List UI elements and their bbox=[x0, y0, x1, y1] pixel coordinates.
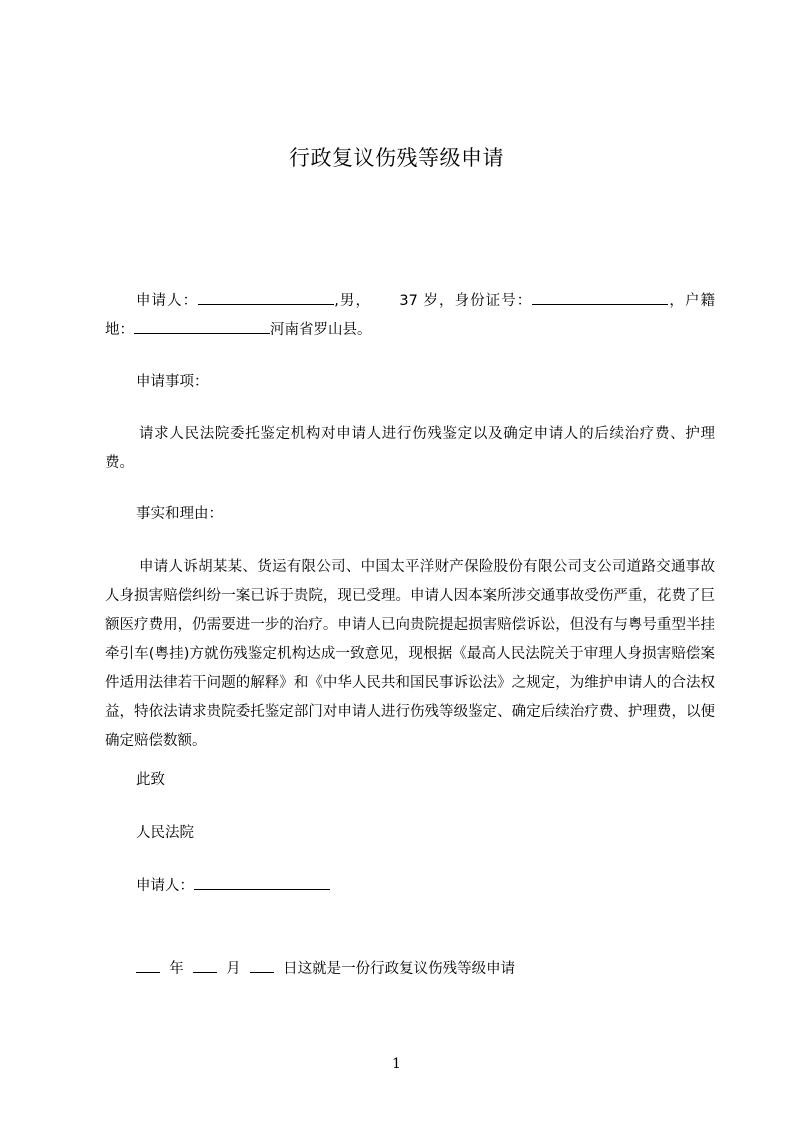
page-number: 1 bbox=[392, 1056, 401, 1072]
facts-text: 申请人诉胡某某、货运有限公司、中国太平洋财产保险股份有限公司支公司道路交通事故人身损害赔偿纠纷一案已诉于贵院，现已受理。申请人因本案所涉交通事故受伤严重，花费了巨额医疗费用，仍需要进一步的治疗。申请人已向贵院提起损害赔偿诉讼，但没有与粤号重型半挂牵引车(粤挂)方就伤残鉴定机构达成一致意见，现根据《最高人民法院关于审理人身损害赔偿案件适用法律若干问题的解释》和《中华人民共和国民事诉讼法》之规定，为维护申请人的合法权益，特依法请求贵院委托鉴定部门对申请人进行伤残等级鉴定、确定后续治疗费、护理费，以便确定赔偿数额。 bbox=[105, 559, 715, 749]
month-blank bbox=[193, 956, 217, 973]
salutation: 此致 bbox=[136, 772, 165, 788]
document-title: 行政复议伤残等级申请 bbox=[289, 146, 504, 170]
signature-blank bbox=[194, 873, 330, 890]
hukou-value: 河南省罗山县。 bbox=[270, 322, 372, 338]
facts-heading: 事实和理由： bbox=[136, 506, 223, 522]
hukou-suffix: ，户籍 bbox=[668, 293, 716, 309]
request-heading: 申请事项： bbox=[136, 374, 209, 390]
applicant-name-blank bbox=[198, 288, 334, 305]
year-label: 年 bbox=[169, 961, 184, 977]
applicant-label: 申请人： bbox=[136, 293, 199, 309]
request-text: 请求人民法院委托鉴定机构对申请人进行伤残鉴定以及确定申请人的后续治疗费、护理费。 bbox=[105, 426, 715, 471]
date-line bbox=[105, 955, 715, 984]
signature-line bbox=[105, 872, 715, 901]
day-text: 日这就是一份行政复议伤残等级申请 bbox=[283, 961, 516, 977]
hukou-blank bbox=[134, 317, 270, 334]
month-label: 月 bbox=[226, 961, 241, 977]
day-blank bbox=[250, 956, 274, 973]
applicant-info bbox=[105, 287, 715, 345]
year-blank bbox=[136, 956, 160, 973]
hukou-label: 地： bbox=[105, 322, 134, 338]
applicant-age: 37 岁，身份证号： bbox=[399, 293, 533, 309]
signature-label: 申请人： bbox=[136, 878, 194, 894]
id-number-blank bbox=[532, 288, 668, 305]
applicant-gender: ,男， bbox=[334, 293, 372, 309]
recipient: 人民法院 bbox=[136, 825, 194, 841]
